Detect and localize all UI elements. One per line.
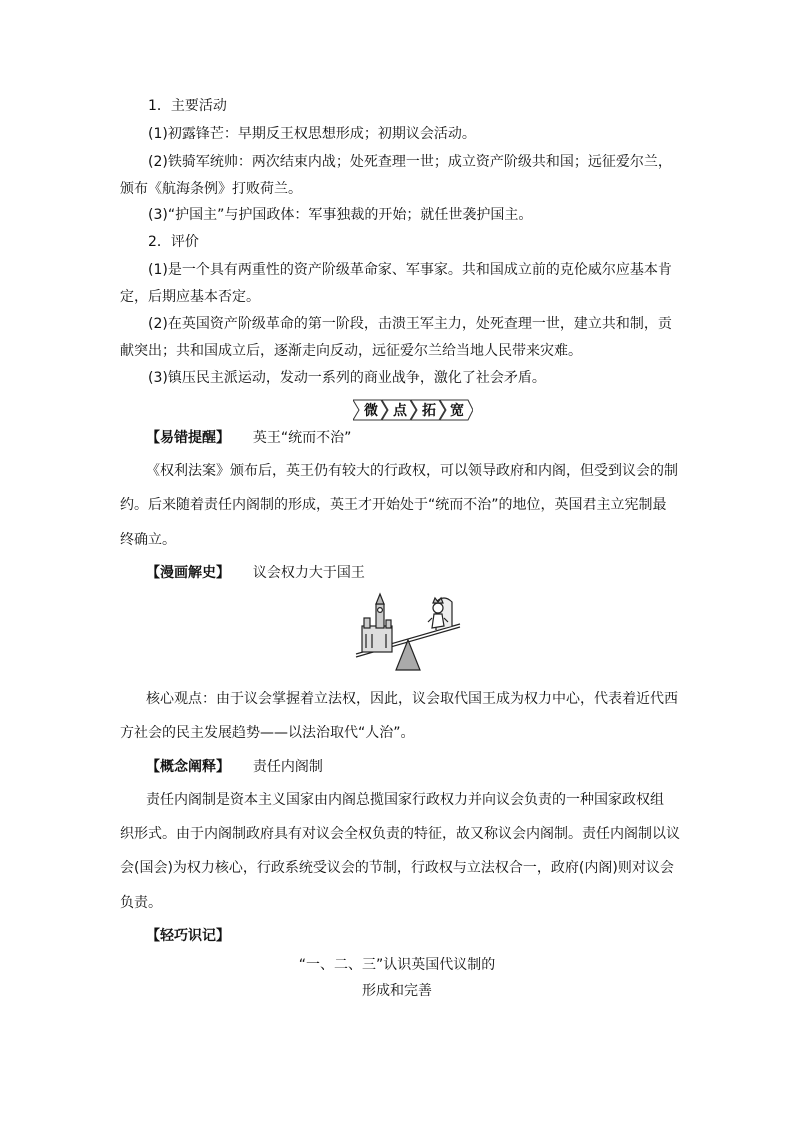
tip-heading bbox=[146, 428, 706, 448]
section2-heading: 2．评价 bbox=[148, 234, 199, 250]
section2-item3: (3)镇压民主派运动，发动一系列的商业战争，激化了社会矛盾。 bbox=[148, 370, 546, 386]
seesaw-cartoon-image bbox=[352, 586, 464, 674]
section1-heading: 1．主要活动 bbox=[148, 98, 227, 114]
comic-line2: 方社会的民主发展趋势——以法治取代“人治”。 bbox=[120, 725, 415, 741]
banner-char: 宽 bbox=[450, 403, 464, 419]
memory-tag: 【轻巧识记】 bbox=[146, 928, 230, 944]
concept-line3: 会(国会)为权力核心，行政系统受议会的节制，行政权与立法权合一，政府(内阁)则对议会 bbox=[120, 860, 674, 876]
section2-item2-line2: 献突出；共和国成立后，逐渐走向反动，远征爱尔兰给当地人民带来灾难。 bbox=[120, 343, 582, 359]
section-banner bbox=[353, 398, 473, 422]
concept-line4: 负责。 bbox=[120, 895, 162, 911]
tip-line3: 终确立。 bbox=[120, 532, 176, 548]
banner-char: 点 bbox=[393, 403, 407, 419]
tip-line2: 约。后来随着责任内阁制的形成，英王才开始处于“统而不治”的地位，英国君主立宪制最 bbox=[120, 497, 667, 513]
section1-item2-line2: 颁布《航海条例》打败荷兰。 bbox=[120, 181, 302, 197]
banner-char: 拓 bbox=[422, 403, 436, 419]
comic-line1: 核心观点：由于议会掌握着立法权，因此，议会取代国王成为权力中心，代表着近代西 bbox=[146, 691, 678, 707]
section1-item3: (3)“护国主”与护国政体：军事独裁的开始；就任世袭护国主。 bbox=[148, 207, 533, 223]
concept-line2: 织形式。由于内阁制政府具有对议会全权负责的特征，故又称议会内阁制。责任内阁制以议 bbox=[120, 826, 680, 842]
tip-title: 英王“统而不治” bbox=[252, 430, 352, 446]
section2-item2-line1: (2)在英国资产阶级革命的第一阶段，击溃王军主力，处死查理一世，建立共和制，贡 bbox=[148, 316, 672, 332]
comic-tag: 【漫画解史】 bbox=[146, 565, 230, 581]
comic-title: 议会权力大于国王 bbox=[252, 565, 365, 581]
banner-char: 微 bbox=[364, 403, 378, 419]
tip-line1: 《权利法案》颁布后，英王仍有较大的行政权，可以领导政府和内阁，但受到议会的制 bbox=[146, 463, 678, 479]
memory-title-line1: “一、二、三”认识英国代议制的 bbox=[298, 957, 496, 973]
memory-title-line2: 形成和完善 bbox=[362, 983, 432, 999]
concept-tag: 【概念阐释】 bbox=[146, 759, 230, 775]
concept-title: 责任内阁制 bbox=[252, 759, 323, 775]
comic-heading bbox=[146, 563, 706, 583]
section1-item2-line1: (2)铁骑军统帅：两次结束内战；处死查理一世；成立资产阶级共和国；远征爱尔兰， bbox=[148, 154, 672, 170]
section2-item1-line2: 定，后期应基本否定。 bbox=[120, 289, 260, 305]
concept-heading bbox=[146, 757, 706, 777]
tip-tag: 【易错提醒】 bbox=[146, 430, 230, 446]
section2-item1-line1: (1)是一个具有两重性的资产阶级革命家、军事家。共和国成立前的克伦威尔应基本肯 bbox=[148, 262, 672, 278]
concept-line1: 责任内阁制是资本主义国家由内阁总揽国家行政权力并向议会负责的一种国家政权组 bbox=[146, 792, 664, 808]
section1-item1: (1)初露锋芒：早期反王权思想形成；初期议会活动。 bbox=[148, 126, 476, 142]
